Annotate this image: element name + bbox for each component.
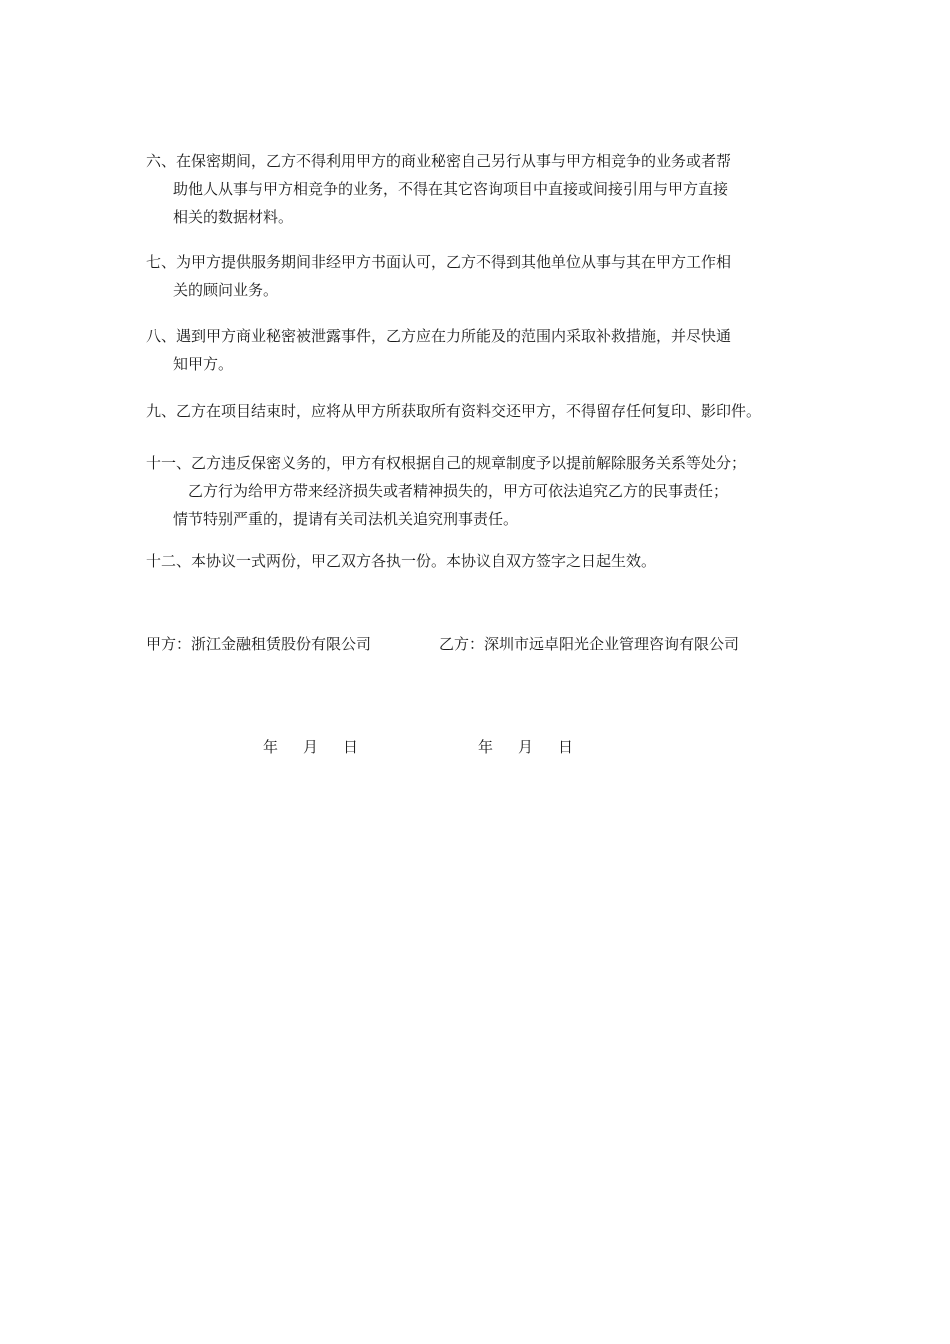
clause-eleven-line-1: 十一、乙方违反保密义务的，甲方有权根据自己的规章制度予以提前解除服务关系等处分； [146,454,747,472]
clause-nine [146,397,826,425]
party-b-date-day: 日 [558,738,574,756]
clause-twelve [146,547,826,575]
party-b-date [478,733,573,761]
party-b-signature: 乙方：深圳市远卓阳光企业管理咨询有限公司 [439,635,740,653]
clause-nine-line-1: 九、乙方在项目结束时，应将从甲方所获取所有资料交还甲方，不得留存任何复印、影印件。 [146,402,762,420]
clause-twelve-line-1: 十二、本协议一式两份，甲乙双方各执一份。本协议自双方签字之日起生效。 [146,552,657,570]
party-a-signature: 甲方：浙江金融租赁股份有限公司 [146,635,372,653]
party-b-date-month: 月 [518,738,534,756]
clause-eleven-line-2: 乙方行为给甲方带来经济损失或者精神损失的，甲方可依法追究乙方的民事责任； [188,482,729,500]
clause-six-line-3: 相关的数据材料。 [173,208,294,226]
party-a-date-day: 日 [343,738,359,756]
clause-eight [146,322,826,378]
clause-seven [146,248,826,304]
clause-eleven [146,449,826,533]
clause-eight-line-1: 八、遇到甲方商业秘密被泄露事件，乙方应在力所能及的范围内采取补救措施，并尽快通 [146,327,732,345]
clause-six [146,147,826,231]
clause-six-line-1: 六、在保密期间，乙方不得利用甲方的商业秘密自己另行从事与甲方相竞争的业务或者帮 [146,152,732,170]
clause-seven-line-1: 七、为甲方提供服务期间非经甲方书面认可，乙方不得到其他单位从事与其在甲方工作相 [146,253,732,271]
party-a-date-year: 年 [263,738,279,756]
clause-eleven-line-3: 情节特别严重的，提请有关司法机关追究刑事责任。 [173,510,519,528]
party-a-date [263,733,358,761]
party-b-date-year: 年 [478,738,494,756]
party-a-date-month: 月 [303,738,319,756]
clause-six-line-2: 助他人从事与甲方相竞争的业务，不得在其它咨询项目中直接或间接引用与甲方直接 [173,180,729,198]
clause-seven-line-2: 关的顾问业务。 [173,281,279,299]
clause-eight-line-2: 知甲方。 [173,355,234,373]
